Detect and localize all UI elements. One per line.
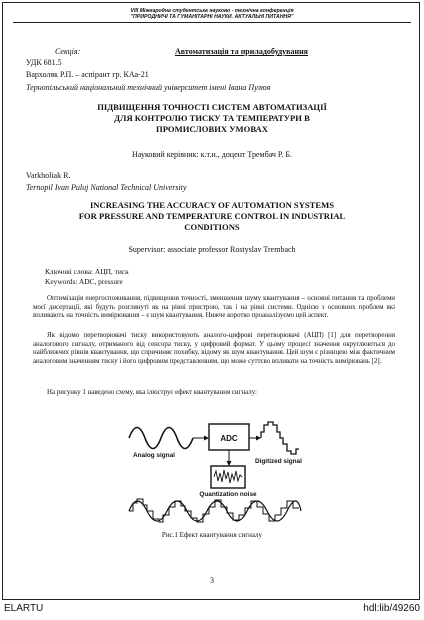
analog-signal-wave (129, 428, 193, 449)
footer-repository-name: ELARTU (4, 603, 44, 614)
document-page (2, 2, 420, 600)
author-en: Varkholiak R. (26, 171, 71, 180)
title-ua-line3: ПРОМИСЛОВИХ УМОВАХ (156, 124, 268, 134)
analog-signal-label: Analog signal (133, 452, 175, 459)
digitized-signal-wave (261, 422, 299, 454)
adc-label: ADC (220, 434, 238, 443)
quantization-noise-label: Quantization noise (199, 491, 257, 498)
conference-header-line1: VIII Міжнародна студентська науково - технічна конференція (130, 8, 294, 14)
header-rule (13, 22, 411, 23)
body-paragraph-1: Оптимізація енергоспоживання, підвищення точності, зменшення шуму квантування – основні питання та проблеми моєї дисертації, які будуть розглянуті як на рівні пристрою, так і на рівні системи. Однією з основних проблем які впливають на точність вимірювання – є шум квантування. Нижче коротко проаналізуємо цей аспект. (33, 295, 395, 320)
adc-to-noise-arrowhead (227, 461, 232, 466)
digitized-signal-label: Digitized signal (255, 458, 302, 465)
section-label: Секція: (55, 47, 81, 56)
title-ua-line2: ДЛЯ КОНТРОЛЮ ТИСКУ ТА ТЕМПЕРАТУРИ В (114, 113, 310, 123)
title-en-line2: FOR PRESSURE AND TEMPERATURE CONTROL IN INDUSTRIAL (78, 211, 346, 221)
author-ua: Вархоляк Р.П. – аспірант гр. КАа-21 (26, 70, 149, 79)
affiliation-en: Ternopil Ivan Puluj National Technical University (26, 183, 187, 192)
udc-code: УДК 681.5 (26, 58, 62, 67)
title-ua-line1: ПІДВИЩЕННЯ ТОЧНОСТІ СИСТЕМ АВТОМАТИЗАЦІЇ (97, 102, 327, 112)
keywords-en: Keywords: ADC, pressure (45, 277, 123, 286)
supervisor-en: Supervisor: associate professor Rostyslav Trembach (128, 245, 296, 254)
analog-to-adc-arrowhead (204, 436, 209, 441)
affiliation-ua: Тернопільський національний технічний університет імені Івана Пулюя (26, 83, 271, 92)
title-en-line3: CONDITIONS (184, 222, 240, 232)
supervisor-ua: Науковий керівник: к.т.н., доцент Трембач Р. Б. (132, 150, 292, 159)
body-paragraph-2: Як відомо перетворювачі тиску використовують аналого-цифрові перетворювачі (АЦП) [1] для перетворення аналогового сигналу, отриманого від сенсора тиску, у цифровий формат. У цьому процесі значення округлюються до найближчих рівнів квантування, що спричиняє похибку, відому як шум квантування. Цей шум є різницею між фактичним аналоговим значенням тиску і його цифровим представленням, що може суттєво впливати на точність вимірювань [2]. (33, 332, 395, 366)
quantization-figure (127, 411, 303, 525)
footer-handle-link[interactable]: hdl:lib/49260 (363, 603, 420, 614)
adc-to-output-arrowhead (256, 436, 261, 441)
section-name: Автоматизація та приладобудування (175, 47, 309, 56)
title-en-line1: INCREASING THE ACCURACY OF AUTOMATION SYSTEMS (89, 200, 335, 210)
body-paragraph-3: На рисунку 1 наведено схему, яка ілюструє ефект квантування сигналу: (47, 389, 257, 396)
figure-caption: Рис.1 Ефект квантування сигналу (161, 531, 263, 539)
conference-header-line2: "ПРИРОДНИЧІ ТА ГУМАНІТАРНІ НАУКИ. АКТУАЛЬНІ ПИТАННЯ" (130, 14, 294, 20)
keywords-ua: Ключові слова: АЦП, тиск (45, 267, 129, 276)
page-number: 3 (210, 576, 214, 585)
